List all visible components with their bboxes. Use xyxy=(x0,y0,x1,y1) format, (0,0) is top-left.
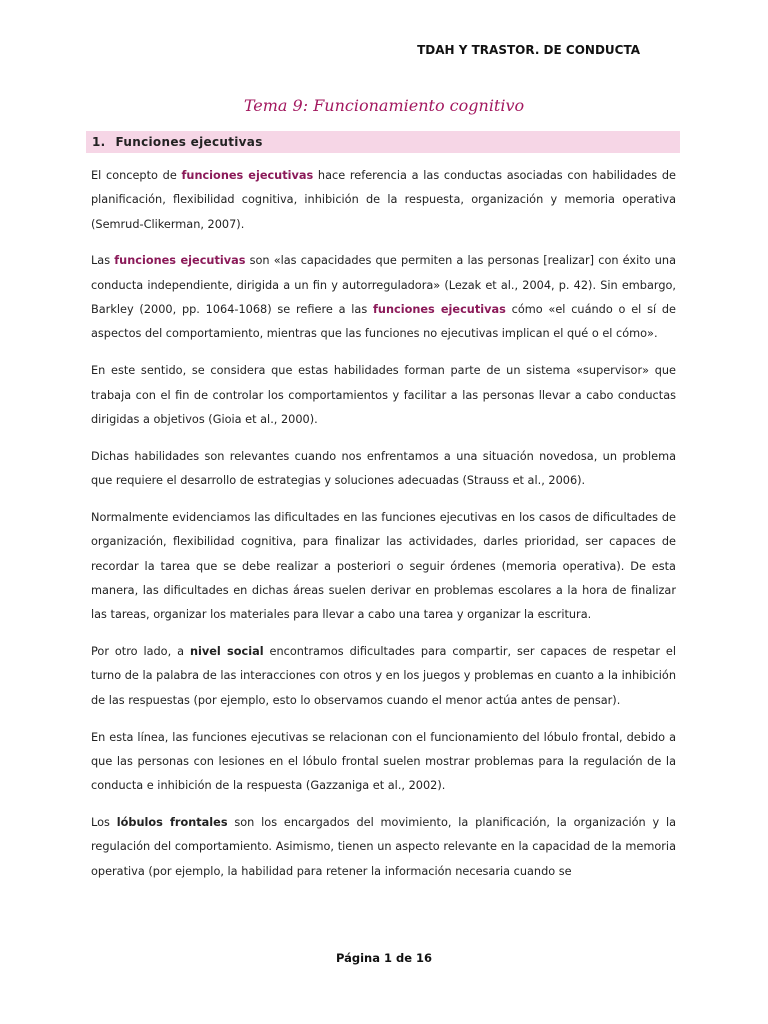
running-header: TDAH Y TRASTOR. DE CONDUCTA xyxy=(417,43,640,57)
body-text xyxy=(91,164,676,896)
text-run: son «las capacidades que permiten a las personas [realizar] con éxito una conducta independiente, dirigida a un fin y autorreguladora» (Lezak et al., 2004, p. 42). Sin embargo, Barkley (2000, pp. 1064-1068) se refiere a las xyxy=(91,254,676,317)
section-heading xyxy=(86,131,680,153)
paragraph: Dichas habilidades son relevantes cuando nos enfrentamos a una situación novedosa, un problema que requiere el desarrollo de estrategias y soluciones adecuadas (Strauss et al., 2006). xyxy=(91,449,676,488)
page-title: Tema 9: Funcionamiento cognitivo xyxy=(243,96,525,115)
highlighted-term: funciones ejecutivas xyxy=(181,169,314,182)
section-number: 1. xyxy=(92,135,106,149)
highlighted-term: funciones ejecutivas xyxy=(114,254,246,268)
paragraph xyxy=(91,164,676,237)
text-run: cómo «el cuándo o el sí de aspectos del comportamiento, mientras que las funciones no ejecutivas implican el qué o el cómo». xyxy=(91,303,677,341)
text-run: Por otro lado, a xyxy=(91,645,190,659)
paragraph: En esta línea, las funciones ejecutivas se relacionan con el funcionamiento del lóbulo frontal, debido a que las personas con lesiones en el lóbulo frontal suelen mostrar problemas para la regulación de la conducta e inhibición de la respuesta (Gazzaniga et al., 2002). xyxy=(91,730,676,793)
paragraph xyxy=(91,249,676,346)
paragraph: En este sentido, se considera que estas habilidades forman parte de un sistema «supervisor» que trabaja con el fin de controlar los comportamientos y facilitar a las personas llevar a cabo conductas dirigidas a objetivos (Gioia et al., 2000). xyxy=(91,364,676,426)
text-run: encontramos dificultades para compartir, ser capaces de respetar el turno de la palabra de las interacciones con otros y en los juegos y problemas en cuanto a la inhibición de las respuestas (por ejemplo, esto lo observamos cuando el menor actúa antes de pensar). xyxy=(91,645,676,707)
paragraph: Normalmente evidenciamos las dificultades en las funciones ejecutivas en los casos de dificultades de organización, flexibilidad cognitiva, para finalizar las actividades, darles prioridad, ser capaces de recordar la tarea que se debe realizar a posteriori o seguir órdenes (memoria operativa). De esta manera, las dificultades en dichas áreas suelen derivar en problemas escolares a la hora de finalizar las tareas, organizar los materiales para llevar a cabo una tarea y organizar la escritura. xyxy=(91,510,676,622)
text-run: Las xyxy=(91,254,115,268)
text-run: El concepto de xyxy=(91,169,182,182)
paragraph xyxy=(91,811,676,884)
highlighted-term: funciones ejecutivas xyxy=(373,303,506,317)
bold-term: nivel social xyxy=(189,645,264,659)
text-run: son los encargados del movimiento, la planificación, la organización y la regulación del comportamiento. Asimismo, tienen un aspecto relevante en la capacidad de la memoria operativa (por ejemplo, la habilidad para retener la información necesaria cuando se xyxy=(91,815,677,878)
section-label: Funciones ejecutivas xyxy=(115,135,263,149)
bold-term: lóbulos frontales xyxy=(116,815,228,829)
page-number: Página 1 de 16 xyxy=(335,951,433,965)
text-run: Los xyxy=(91,815,117,829)
text-run: hace referencia a las conductas asociadas con habilidades de planificación, flexibilidad cognitiva, inhibición de la respuesta, organización y memoria operativa (Semrud-Clikerman, 2007). xyxy=(91,169,676,231)
paragraph xyxy=(91,640,676,713)
